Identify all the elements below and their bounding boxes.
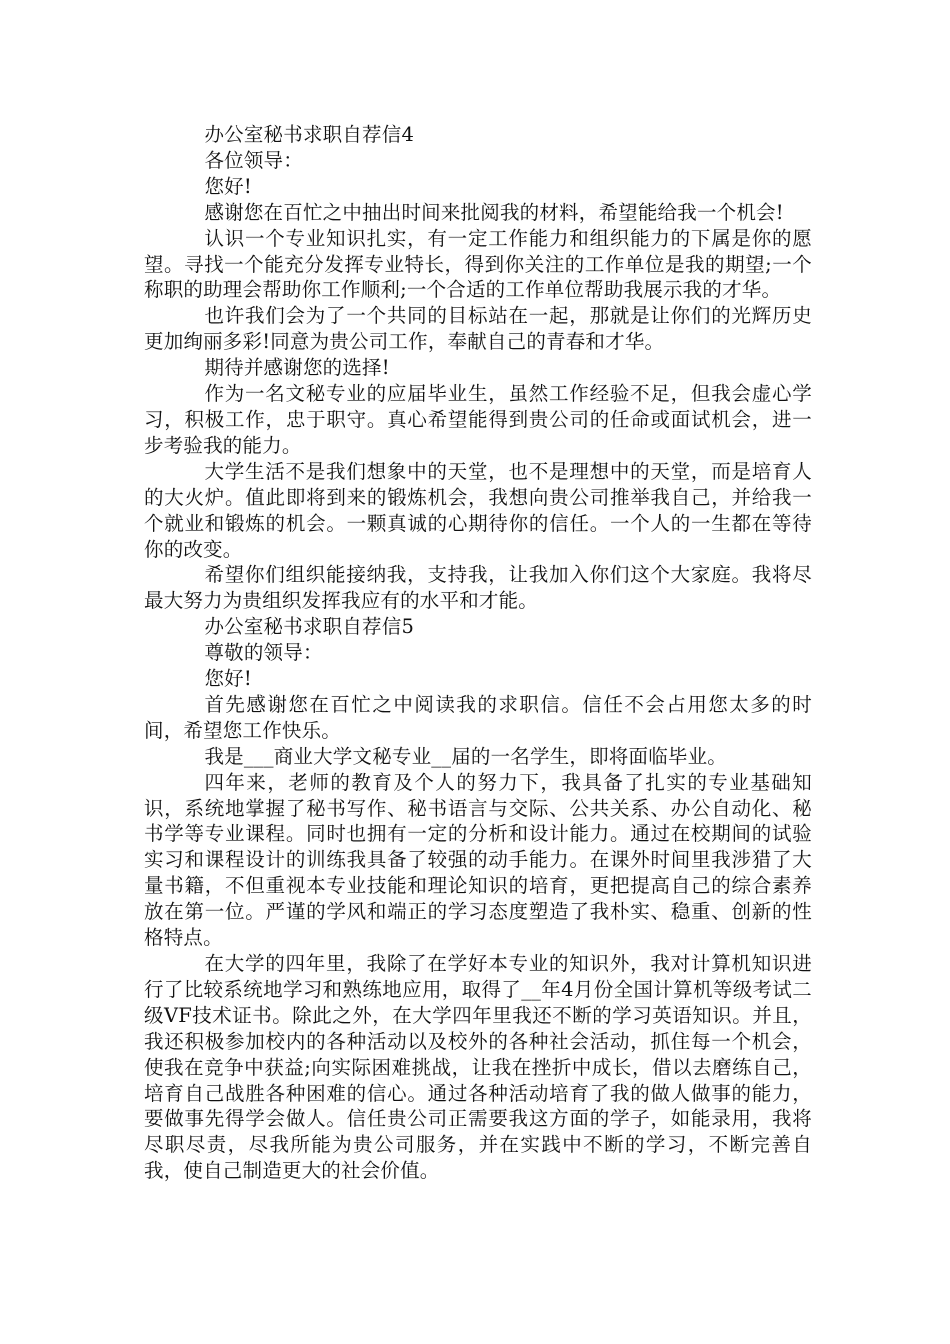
body-paragraph: 四年来，老师的教育及个人的努力下，我具备了扎实的专业基础知识，系统地掌握了秘书写作、秘书语言与交际、公共关系、办公自动化、秘书学等专业课程。同时也拥有一定的分析和设计能力。通过在校期间的试验实习和课程设计的训练我具备了较强的动手能力。在课外时间里我涉猎了大量书籍，不但重视本专业技能和理论知识的培育，更把提高自己的综合素养放在第一位。严谨的学风和端正的学习态度塑造了我朴实、稳重、创新的性格特点。 (144, 770, 812, 950)
body-paragraph: 希望你们组织能接纳我，支持我，让我加入你们这个大家庭。我将尽最大努力为贵组织发挥我应有的水平和才能。 (144, 563, 812, 613)
body-paragraph: 感谢您在百忙之中抽出时间来批阅我的材料，希望能给我一个机会! (204, 200, 784, 224)
body-paragraph: 首先感谢您在百忙之中阅读我的求职信。信任不会占用您太多的时间，希望您工作快乐。 (144, 692, 812, 742)
body-paragraph: 大学生活不是我们想象中的天堂，也不是理想中的天堂，而是培育人的大火炉。值此即将到来的锻炼机会，我想向贵公司推举我自己，并给我一个就业和锻炼的机会。一颗真诚的心期待你的信任。一个人的一生都在等待你的改变。 (144, 459, 812, 561)
greeting: 您好! (204, 667, 252, 691)
greeting: 您好! (204, 174, 252, 198)
body-paragraph: 我是___商业大学文秘专业__届的一名学生，即将面临毕业。 (204, 744, 727, 768)
body-paragraph: 认识一个专业知识扎实，有一定工作能力和组织能力的下属是你的愿望。寻找一个能充分发挥专业特长，得到你关注的工作单位是我的期望;一个称职的助理会帮助你工作顺利;一个合适的工作单位帮助我展示我的才华。 (144, 226, 812, 302)
salutation: 各位领导： (204, 148, 303, 172)
body-paragraph: 也许我们会为了一个共同的目标站在一起，那就是让你们的光辉历史更加绚丽多彩!同意为贵公司工作，奉献自己的青春和才华。 (144, 304, 812, 354)
letter-title: 办公室秘书求职自荐信5 (204, 615, 415, 639)
letter-title: 办公室秘书求职自荐信4 (204, 123, 415, 146)
body-paragraph: 作为一名文秘专业的应届毕业生，虽然工作经验不足，但我会虚心学习，积极工作，忠于职守。真心希望能得到贵公司的任命或面试机会，进一步考验我的能力。 (144, 382, 812, 457)
body-paragraph: 在大学的四年里，我除了在学好本专业的知识外，我对计算机知识进行了比较系统地学习和熟练地应用，取得了__年4月份全国计算机等级考试二级VF技术证书。除此之外，在大学四年里我还不断的学习英语知识。并且，我还积极参加校内的各种活动以及校外的各种社会活动，抓住每一个机会，使我在竞争中获益;向实际困难挑战，让我在挫折中成长，借以去磨练自己，培育自己战胜各种困难的信心。通过各种活动培育了我的做人做事的能力，要做事先得学会做人。信任贵公司正需要我这方面的学子，如能录用，我将尽职尽责，尽我所能为贵公司服务，并在实践中不断的学习，不断完善自我，使自己制造更大的社会价值。 (144, 952, 812, 1183)
document-page (144, 122, 812, 1184)
body-paragraph: 期待并感谢您的选择! (204, 356, 390, 380)
salutation: 尊敬的领导： (204, 641, 323, 665)
